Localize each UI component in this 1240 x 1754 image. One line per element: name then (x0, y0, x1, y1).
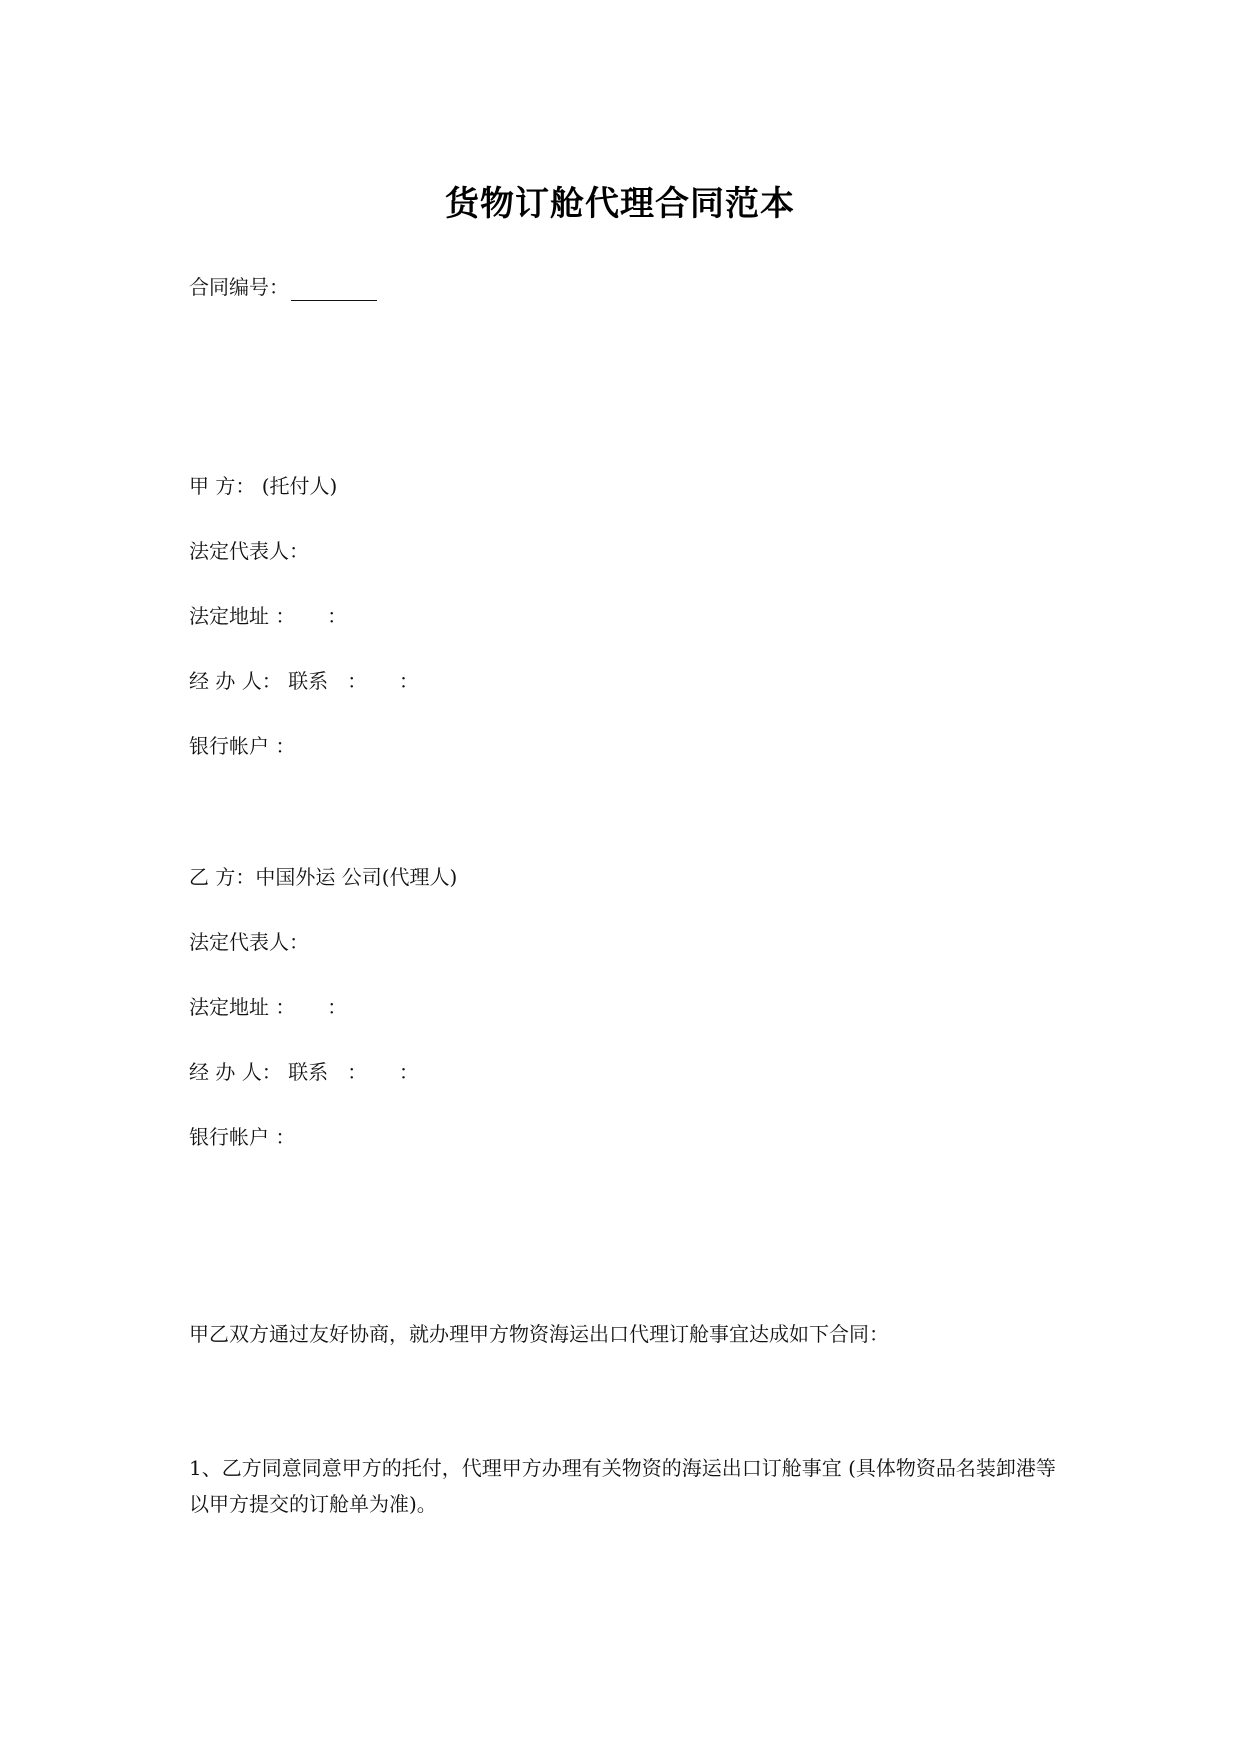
party-b-bank-account: 银行帐户 ： (189, 1125, 296, 1149)
party-a-handler: 经 办 人： 联系 ： ： (189, 669, 419, 693)
party-b-handler: 经 办 人： 联系 ： ： (189, 1060, 419, 1084)
contract-number-line (189, 273, 377, 301)
party-b-legal-rep: 法定代表人： (189, 930, 309, 954)
party-a-legal-address: 法定地址 ： ： (189, 604, 348, 628)
contract-number-label: 合同编号： (189, 275, 289, 299)
party-a-bank-account: 银行帐户 ： (189, 734, 296, 758)
party-b-legal-address: 法定地址 ： ： (189, 995, 348, 1019)
clause-1-paragraph: 1、乙方同意同意甲方的托付，代理甲方办理有关物资的海运出口订舱事宜 (具体物资品名装卸港等以甲方提交的订舱单为准)。 (189, 1456, 1056, 1516)
contract-number-blank (291, 278, 377, 301)
document-title: 货物订舱代理合同范本 (445, 184, 795, 224)
preamble-paragraph: 甲乙双方通过友好协商，就办理甲方物资海运出口代理订舱事宜达成如下合同： (189, 1322, 889, 1346)
party-a-legal-rep: 法定代表人： (189, 539, 309, 563)
party-b-header: 乙 方：中国外运 公司(代理人) (189, 865, 458, 889)
party-a-header: 甲 方： (托付人) (189, 474, 338, 498)
